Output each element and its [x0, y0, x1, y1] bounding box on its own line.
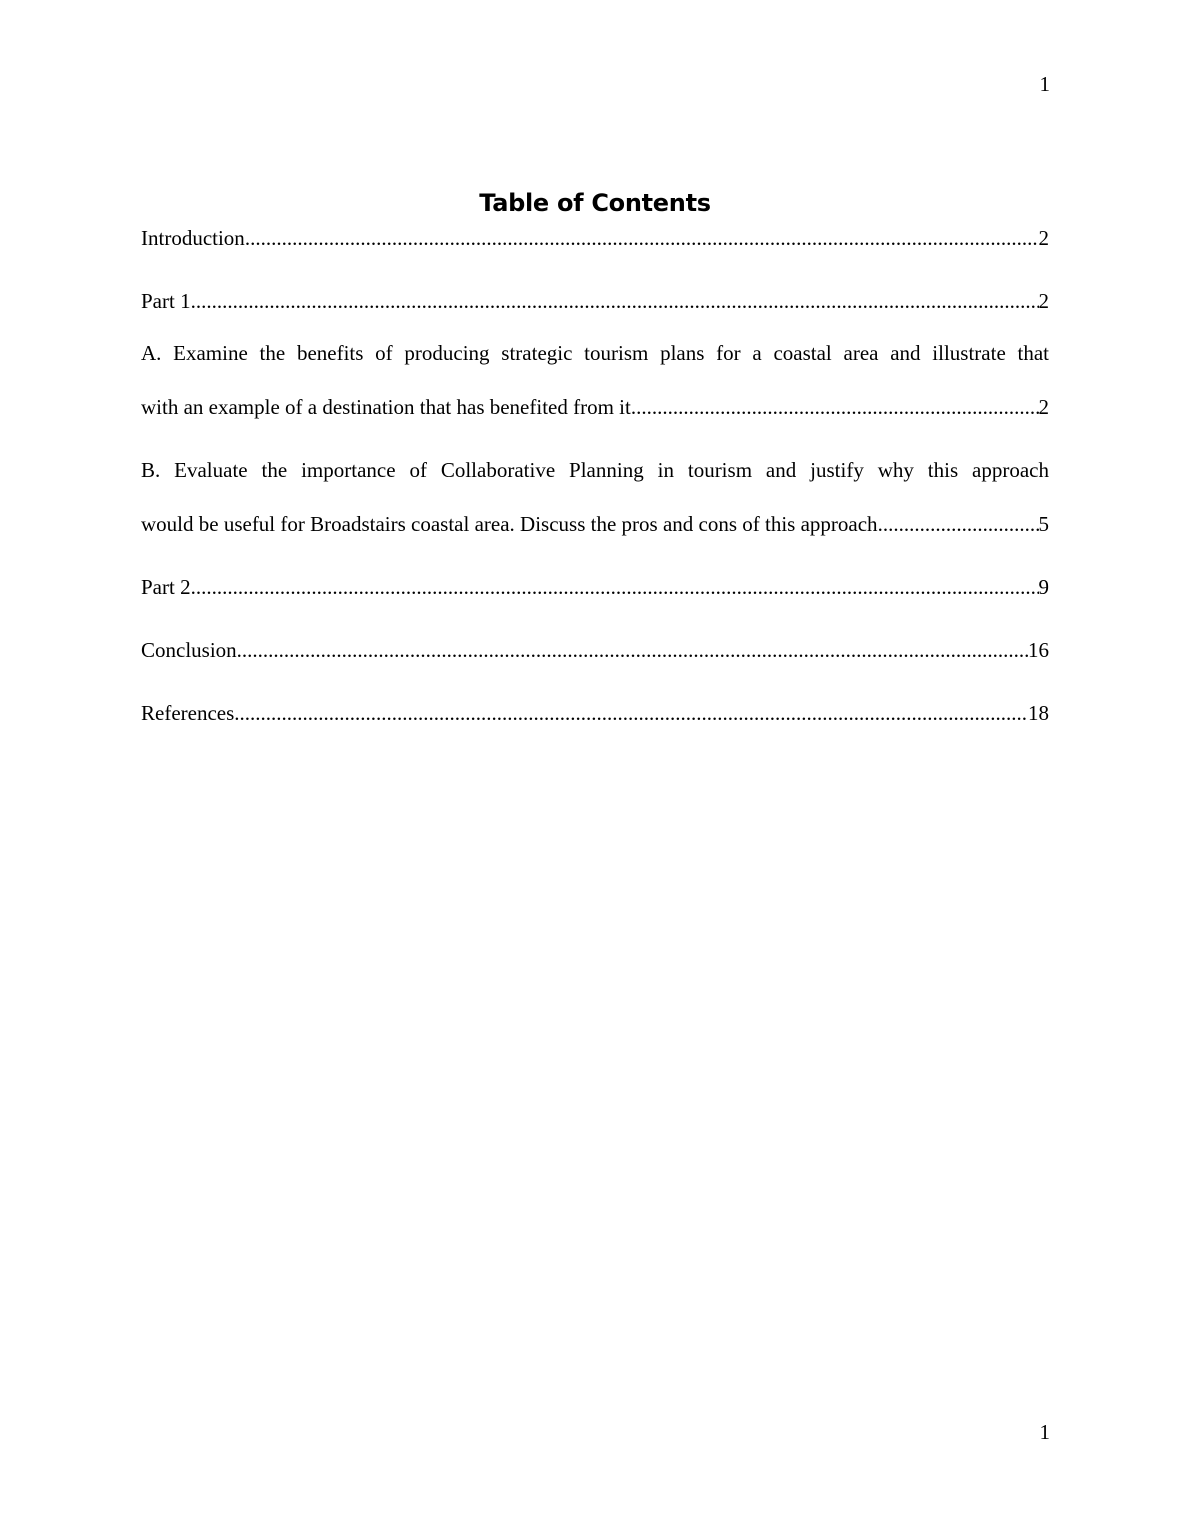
- toc-entry-page: 18: [1028, 701, 1049, 725]
- toc-line: [141, 380, 1049, 434]
- table-of-contents: [141, 186, 1049, 740]
- toc-entry-page: 9: [1038, 575, 1049, 599]
- toc-line: [141, 686, 1049, 740]
- toc-entry-label: Part 1: [141, 289, 191, 313]
- toc-entry-introduction[interactable]: [141, 222, 1049, 254]
- toc-leader-dots: [878, 497, 1039, 551]
- toc-leader-dots: [237, 623, 1028, 677]
- toc-entry-label-line2: with an example of a destination that has benefited from it: [141, 395, 631, 419]
- toc-entry-label: Conclusion: [141, 638, 237, 662]
- footer-page-number: 1: [1039, 1420, 1050, 1444]
- toc-line: [141, 497, 1049, 551]
- toc-entry-section-a[interactable]: [141, 326, 1049, 434]
- toc-entry-label-line1: A. Examine the benefits of producing strategic tourism plans for a coastal area and illustrate that: [141, 341, 1049, 365]
- toc-entry-label: Introduction: [141, 226, 245, 250]
- toc-entry-page: 16: [1028, 638, 1049, 662]
- toc-entry-label: References: [141, 701, 235, 725]
- toc-entry-part-2[interactable]: [141, 560, 1049, 614]
- toc-entry-page: 5: [1038, 512, 1049, 536]
- toc-entry-references[interactable]: [141, 686, 1049, 740]
- toc-line: [141, 560, 1049, 614]
- toc-leader-dots: [191, 285, 1039, 317]
- toc-entry-section-b[interactable]: [141, 443, 1049, 551]
- toc-leader-dots: [234, 686, 1028, 740]
- toc-line: [141, 222, 1049, 254]
- toc-entry-part-1[interactable]: [141, 285, 1049, 317]
- toc-entry-page: 2: [1038, 226, 1049, 250]
- toc-list: [141, 222, 1049, 740]
- toc-entry-label-line1: B. Evaluate the importance of Collaborative Planning in tourism and justify why this approach: [141, 458, 1049, 482]
- toc-entry-conclusion[interactable]: [141, 623, 1049, 677]
- header-page-number: 1: [1039, 72, 1050, 96]
- toc-leader-dots: [631, 380, 1039, 434]
- toc-line: [141, 623, 1049, 677]
- toc-entry-page: 2: [1038, 289, 1049, 313]
- toc-leader-dots: [191, 560, 1039, 614]
- toc-entry-page: 2: [1038, 395, 1049, 419]
- toc-entry-label: Part 2: [141, 575, 191, 599]
- toc-leader-dots: [245, 222, 1039, 254]
- toc-entry-label-line2: would be useful for Broadstairs coastal area. Discuss the pros and cons of this approach: [141, 512, 878, 536]
- toc-line: [141, 285, 1049, 317]
- toc-title: Table of Contents: [479, 189, 711, 217]
